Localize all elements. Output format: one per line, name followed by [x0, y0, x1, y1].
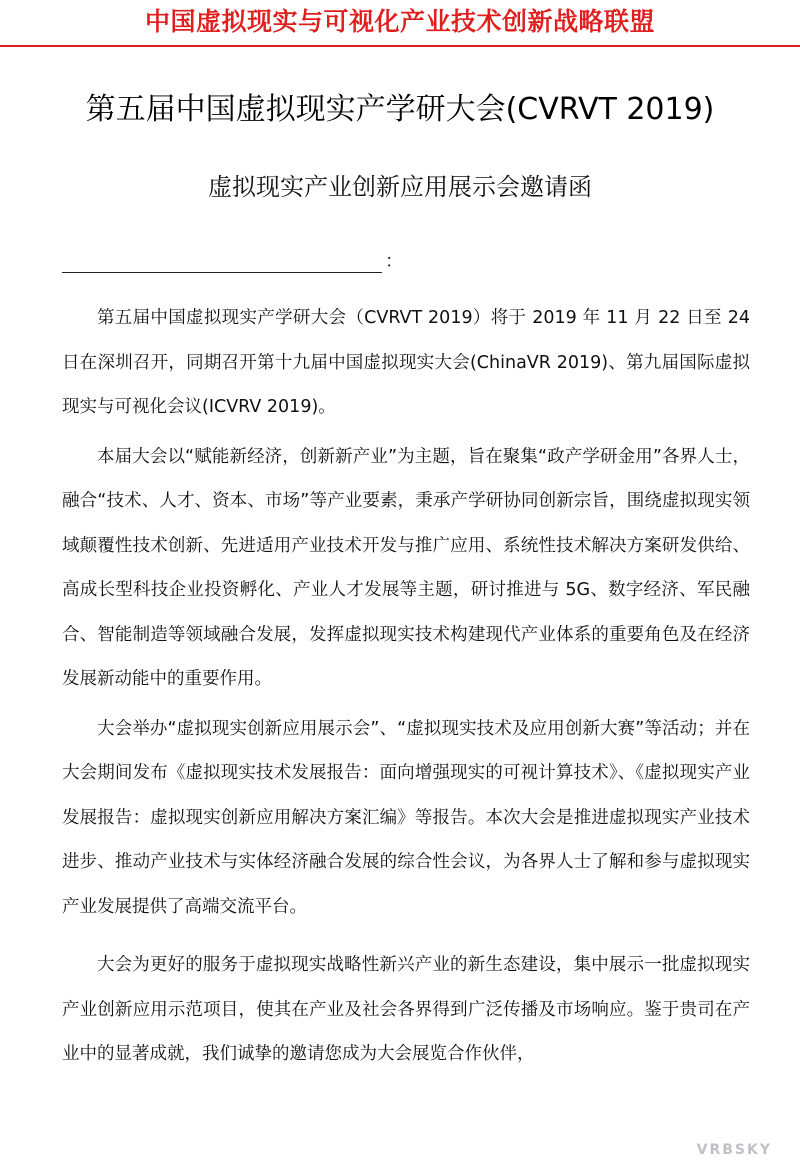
addressee-blank [62, 250, 382, 273]
paragraph-intro: 第五届中国虚拟现实产学研大会（CVRVT 2019）将于 2019 年 11 月 22 日至 24 日在深圳召开，同期召开第十九届中国虚拟现实大会(ChinaVR 2019)、第九届国际虚拟现实与可视化会议(ICVRV 2019)。 [62, 308, 750, 417]
addressee-colon: ： [385, 251, 403, 272]
paragraph-invitation: 大会为更好的服务于虚拟现实战略性新兴产业的新生态建设，集中展示一批虚拟现实产业创新应用示范项目，使其在产业及社会各界得到广泛传播及市场响应。鉴于贵司在产业中的显著成就，我们诚挚的邀请您成为大会展览合作伙伴， [62, 955, 750, 1064]
letter-body [62, 296, 750, 1082]
letterhead [0, 0, 800, 46]
paragraph-activities: 大会举办“虚拟现实创新应用展示会”、“虚拟现实技术及应用创新大赛”等活动；并在大会期间发布《虚拟现实技术发展报告：面向增强现实的可视计算技术》、《虚拟现实产业发展报告：虚拟现实创新应用解决方案汇编》等报告。本次大会是推进虚拟现实产业技术进步、推动产业技术与实体经济融合发展的综合性会议，为各界人士了解和参与虚拟现实产业发展提供了高端交流平台。 [62, 718, 750, 917]
watermark-logo: VRBSKY [696, 1142, 772, 1158]
letterhead-divider [0, 45, 800, 47]
document-subtitle: 虚拟现实产业创新应用展示会邀请函 [208, 173, 592, 201]
addressee-line [62, 250, 403, 276]
document-title: 第五届中国虚拟现实产学研大会(CVRVT 2019) [85, 92, 715, 127]
organization-name: 中国虚拟现实与可视化产业技术创新战略联盟 [144, 7, 655, 36]
paragraph-theme: 本届大会以“赋能新经济，创新新产业”为主题，旨在聚集“政产学研金用”各界人士，融合“技术、人才、资本、市场”等产业要素，秉承产学研协同创新宗旨，围绕虚拟现实领域颠覆性技术创新、先进适用产业技术开发与推广应用、系统性技术解决方案研发供给、高成长型科技企业投资孵化、产业人才发展等主题，研讨推进与 5G、数字经济、军民融合、智能制造等领域融合发展，发挥虚拟现实技术构建现代产业体系的重要角色及在经济发展新动能中的重要作用。 [62, 446, 750, 689]
